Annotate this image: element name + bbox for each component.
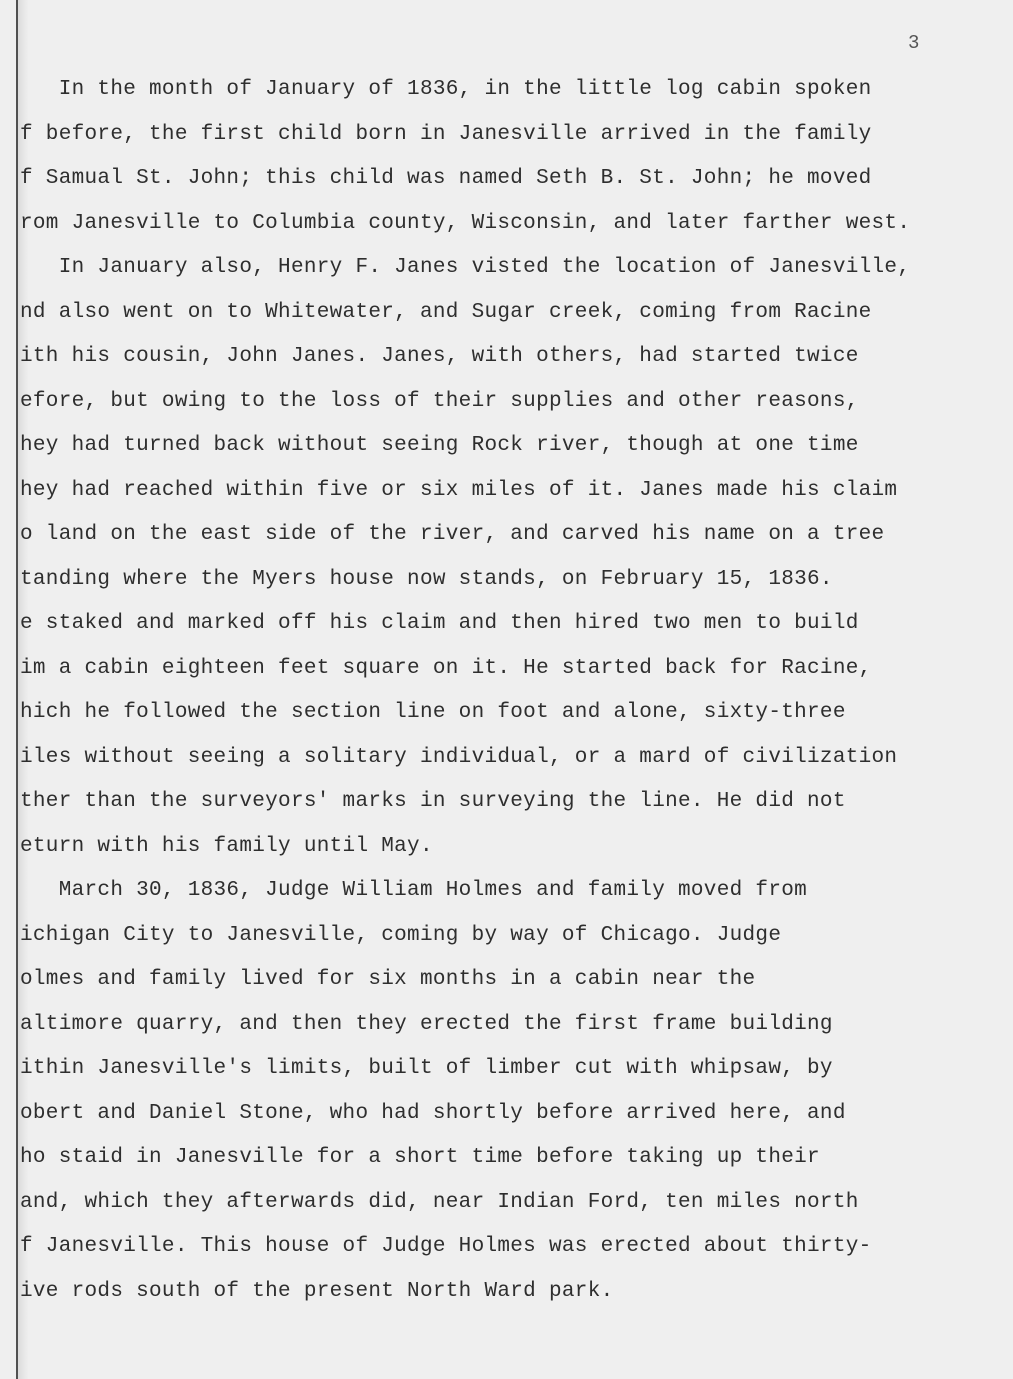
text-line: ive rods south of the present North Ward park.	[20, 1280, 614, 1303]
text-line: olmes and family lived for six months in a cabin near the	[20, 968, 756, 991]
text-line: f Janesville. This house of Judge Holmes was erected about thirty-	[20, 1235, 872, 1258]
text-line: ho staid in Janesville for a short time before taking up their	[20, 1146, 820, 1169]
text-line: In January also, Henry F. Janes visted the location of Janesville,	[20, 256, 911, 279]
text-line: altimore quarry, and then they erected the first frame building	[20, 1013, 833, 1036]
text-line: tanding where the Myers house now stands, on February 15, 1836.	[20, 568, 833, 591]
page-number: 3	[908, 32, 920, 54]
text-line: hich he followed the section line on foot and alone, sixty-three	[20, 701, 846, 724]
text-line: im a cabin eighteen feet square on it. He started back for Racine,	[20, 657, 872, 680]
text-line: o land on the east side of the river, and carved his name on a tree	[20, 523, 885, 546]
text-line: ithin Janesville's limits, built of limber cut with whipsaw, by	[20, 1057, 833, 1080]
text-line: ichigan City to Janesville, coming by way of Chicago. Judge	[20, 924, 782, 947]
text-line: and, which they afterwards did, near Indian Ford, ten miles north	[20, 1191, 859, 1214]
text-line: ith his cousin, John Janes. Janes, with others, had started twice	[20, 345, 859, 368]
text-line: nd also went on to Whitewater, and Sugar creek, coming from Racine	[20, 301, 872, 324]
text-line: efore, but owing to the loss of their supplies and other reasons,	[20, 390, 859, 413]
text-line: eturn with his family until May.	[20, 835, 433, 858]
text-line: e staked and marked off his claim and then hired two men to build	[20, 612, 859, 635]
text-line: ther than the surveyors' marks in surveying the line. He did not	[20, 790, 846, 813]
text-line: hey had turned back without seeing Rock river, though at one time	[20, 434, 859, 457]
text-line: March 30, 1836, Judge William Holmes and family moved from	[20, 879, 808, 902]
text-line: f before, the first child born in Janesville arrived in the family	[20, 123, 872, 146]
text-line: obert and Daniel Stone, who had shortly before arrived here, and	[20, 1102, 846, 1125]
text-line: rom Janesville to Columbia county, Wisconsin, and later farther west.	[20, 212, 911, 235]
text-line: f Samual St. John; this child was named Seth B. St. John; he moved	[20, 167, 872, 190]
text-line: In the month of January of 1836, in the little log cabin spoken	[20, 78, 872, 101]
text-line: hey had reached within five or six miles of it. Janes made his claim	[20, 479, 898, 502]
text-line: iles without seeing a solitary individual, or a mard of civilization	[20, 746, 898, 769]
